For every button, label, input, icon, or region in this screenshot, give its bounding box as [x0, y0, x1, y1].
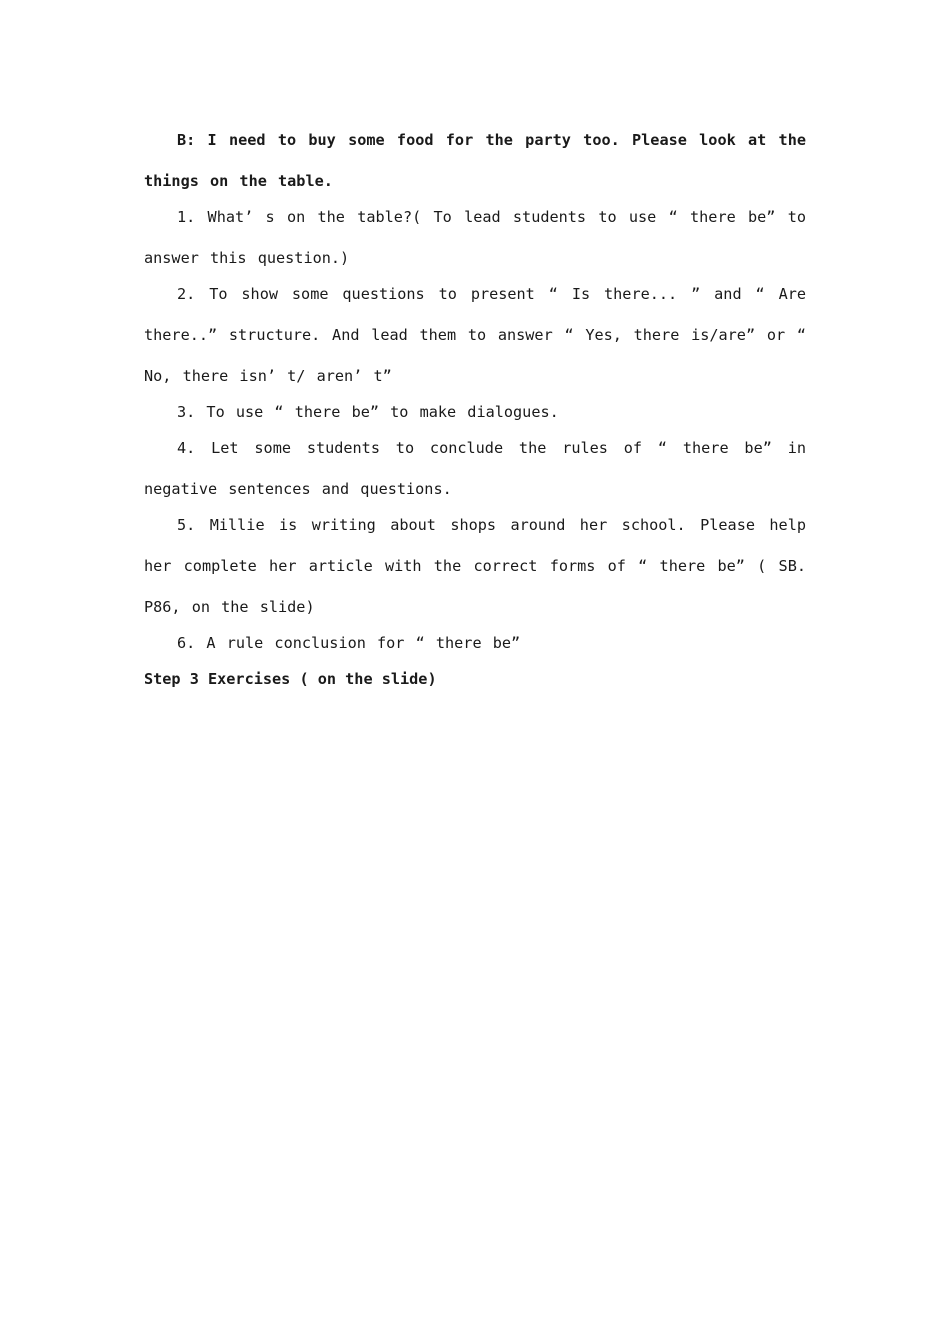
- document-body: [144, 120, 806, 700]
- step-heading: Step 3 Exercises ( on the slide): [144, 670, 437, 688]
- list-item: 4. Let some students to conclude the rules of “ there be” in negative sentences and questions.: [144, 439, 806, 498]
- dialogue-paragraph: B: I need to buy some food for the party too. Please look at the things on the table.: [144, 131, 806, 190]
- list-item: 5. Millie is writing about shops around her school. Please help her complete her article with the correct forms of “ there be” ( SB. P86, on the slide): [144, 516, 806, 616]
- list-item: 6. A rule conclusion for “ there be”: [177, 634, 521, 652]
- list-item: 3. To use “ there be” to make dialogues.: [177, 403, 559, 421]
- list-item: 1. What’ s on the table?( To lead students to use “ there be” to answer this question.): [144, 208, 806, 267]
- list-item: 2. To show some questions to present “ Is there... ” and “ Are there..” structure. And lead them to answer “ Yes, there is/are” or “ No, there isn’ t/ aren’ t”: [144, 285, 806, 385]
